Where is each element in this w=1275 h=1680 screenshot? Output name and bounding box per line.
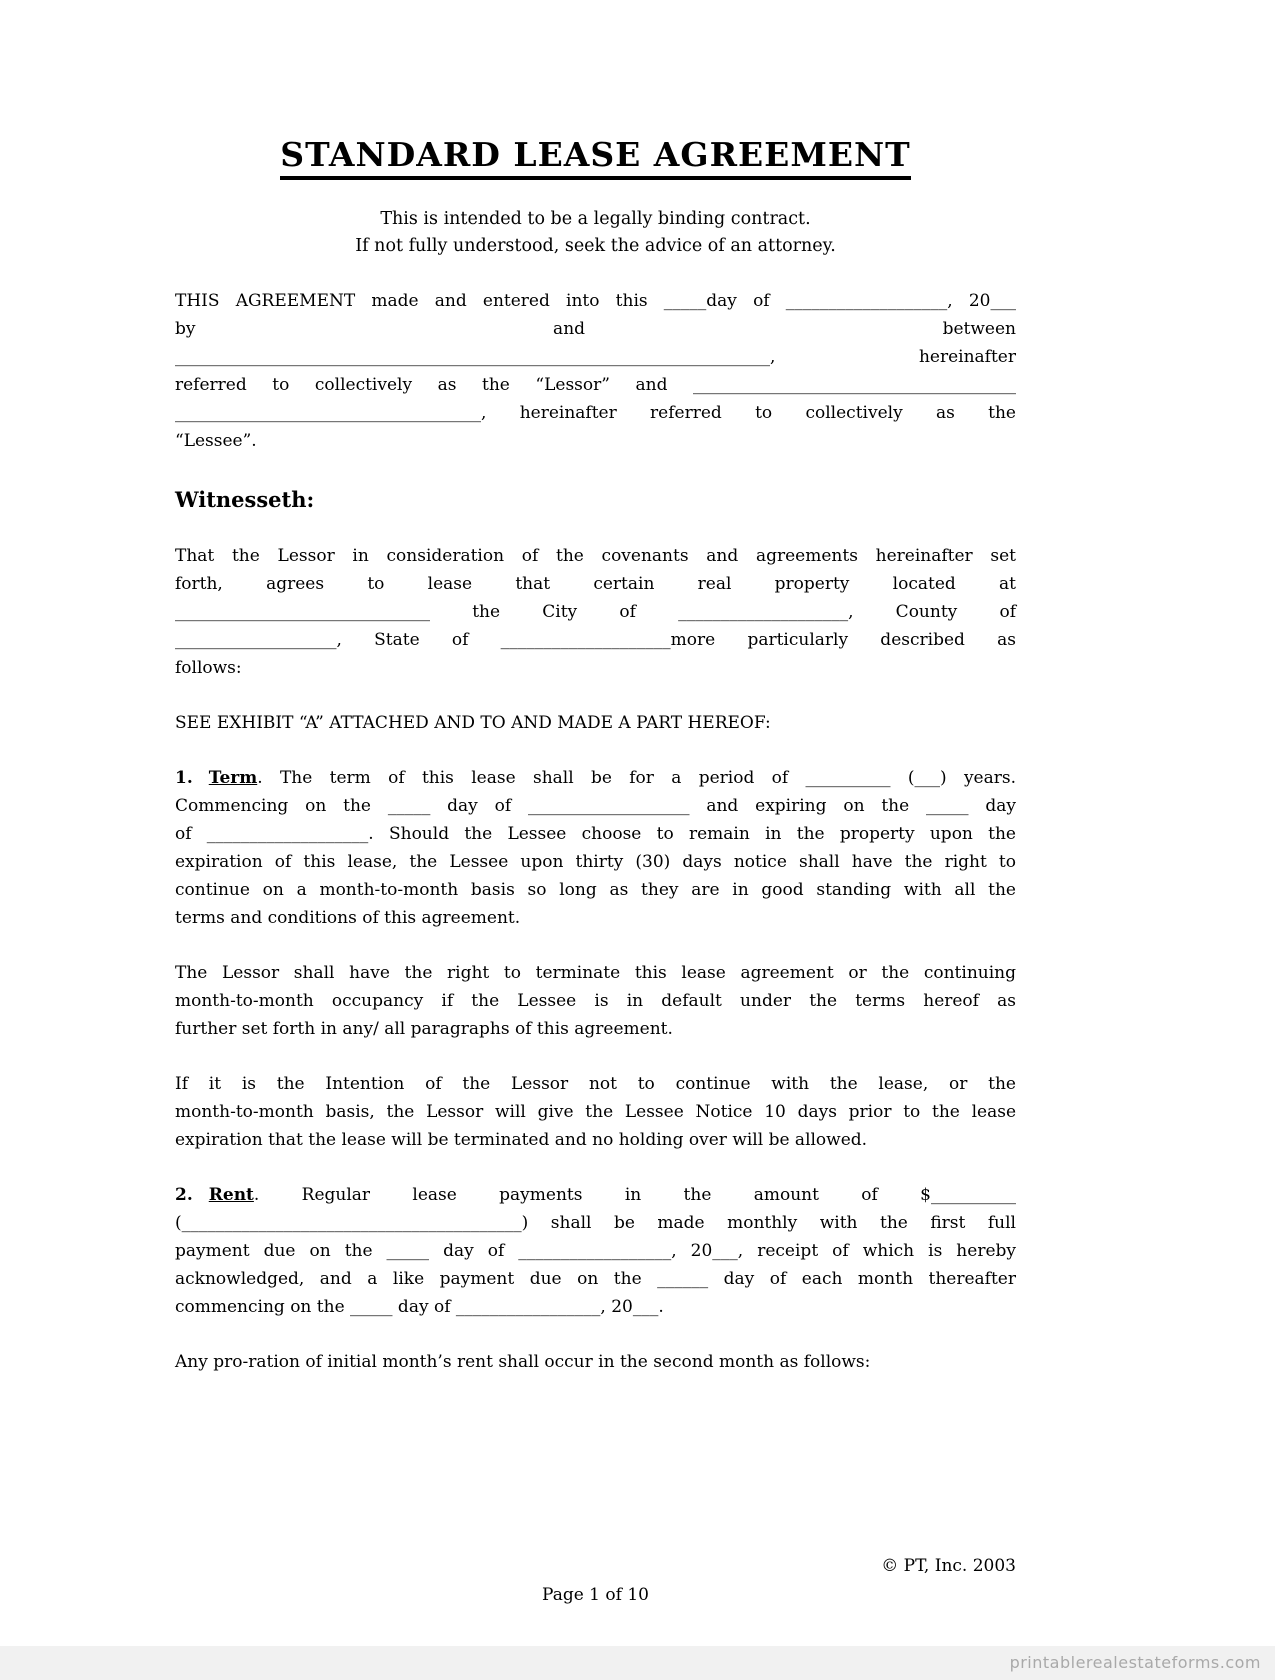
paragraph-line: THIS AGREEMENT made and entered into this _____day of ___________________, 20___ [175, 290, 1016, 311]
section-text: . Regular lease payments in the amount of $__________ [253, 1184, 1016, 1205]
paragraph-line: expiration that the lease will be terminated and no holding over will be allowed. [175, 1129, 868, 1150]
paragraph-line: That the Lessor in consideration of the covenants and agreements hereinafter set [175, 545, 1016, 566]
paragraph-line: SEE EXHIBIT “A” ATTACHED AND TO AND MADE A PART HEREOF: [175, 712, 771, 733]
paragraph-line: ______________________________________________________________________, hereinafter [175, 346, 1016, 367]
section-term [175, 764, 1016, 932]
watermark-bar [0, 1646, 1275, 1680]
paragraph-line: “Lessee”. [175, 430, 257, 451]
section-label: Term [208, 767, 258, 788]
section-number: 1. [175, 767, 193, 788]
paragraph-line: referred to collectively as the “Lessor” and ______________________________________ [175, 374, 1016, 395]
termination-paragraph [175, 959, 1016, 1043]
paragraph-line: ___________________, State of ____________________more particularly described as [175, 629, 1016, 650]
paragraph-line: continue on a month-to-month basis so long as they are in good standing with all the [175, 879, 1016, 900]
paragraph-line: follows: [175, 657, 242, 678]
paragraph-line: ______________________________ the City of ____________________, County of [175, 601, 1016, 622]
document-subtitle [175, 206, 1016, 260]
section-label: Rent [208, 1184, 254, 1205]
section-rent [175, 1181, 1016, 1321]
exhibit-notice [175, 709, 1016, 737]
subtitle-line-2: If not fully understood, seek the advice of an attorney. [355, 235, 836, 256]
watermark-site-text: printablerealestateforms.com [1009, 1653, 1261, 1672]
paragraph-line: Commencing on the _____ day of ___________________ and expiring on the _____ day [175, 795, 1016, 816]
witnesseth-paragraph [175, 542, 1016, 682]
intro-paragraph [175, 287, 1016, 455]
paragraph-line: by and between [175, 318, 1016, 339]
paragraph-line: (________________________________________) shall be made monthly with the first full [175, 1212, 1016, 1233]
paragraph-line: expiration of this lease, the Lessee upon thirty (30) days notice shall have the right to [175, 851, 1016, 872]
proration-paragraph [175, 1348, 1016, 1376]
paragraph-line: terms and conditions of this agreement. [175, 907, 521, 928]
paragraph-line: acknowledged, and a like payment due on the ______ day of each month thereafter [175, 1268, 1016, 1289]
paragraph-line: month-to-month occupancy if the Lessee is in default under the terms hereof as [175, 990, 1016, 1011]
paragraph-line [175, 764, 1016, 792]
paragraph-line: The Lessor shall have the right to terminate this lease agreement or the continuing [175, 962, 1016, 983]
paragraph-line: payment due on the _____ day of __________________, 20___, receipt of which is hereby [175, 1240, 1016, 1261]
page-number: Page 1 of 10 [542, 1584, 649, 1605]
paragraph-line: further set forth in any/ all paragraphs of this agreement. [175, 1018, 673, 1039]
document-title: STANDARD LEASE AGREEMENT [280, 136, 910, 180]
intention-paragraph [175, 1070, 1016, 1154]
paragraph-line [175, 1181, 1016, 1209]
copyright-notice: © PT, Inc. 2003 [881, 1555, 1016, 1576]
paragraph-line: Any pro-ration of initial month’s rent shall occur in the second month as follows: [175, 1351, 871, 1372]
paragraph-line: If it is the Intention of the Lessor not to continue with the lease, or the [175, 1073, 1016, 1094]
paragraph-line: ____________________________________, hereinafter referred to collectively as the [175, 402, 1016, 423]
paragraph-line: month-to-month basis, the Lessor will give the Lessee Notice 10 days prior to the lease [175, 1101, 1016, 1122]
section-number: 2. [175, 1184, 193, 1205]
paragraph-line: commencing on the _____ day of _________________, 20___. [175, 1296, 664, 1317]
paragraph-line: of ___________________. Should the Lessee choose to remain in the property upon the [175, 823, 1016, 844]
section-text: . The term of this lease shall be for a period of __________ (___) years. [257, 767, 1016, 788]
subtitle-line-1: This is intended to be a legally binding contract. [380, 208, 811, 229]
title-row [175, 136, 1016, 180]
paragraph-line: forth, agrees to lease that certain real property located at [175, 573, 1016, 594]
witnesseth-heading: Witnesseth: [175, 486, 315, 512]
